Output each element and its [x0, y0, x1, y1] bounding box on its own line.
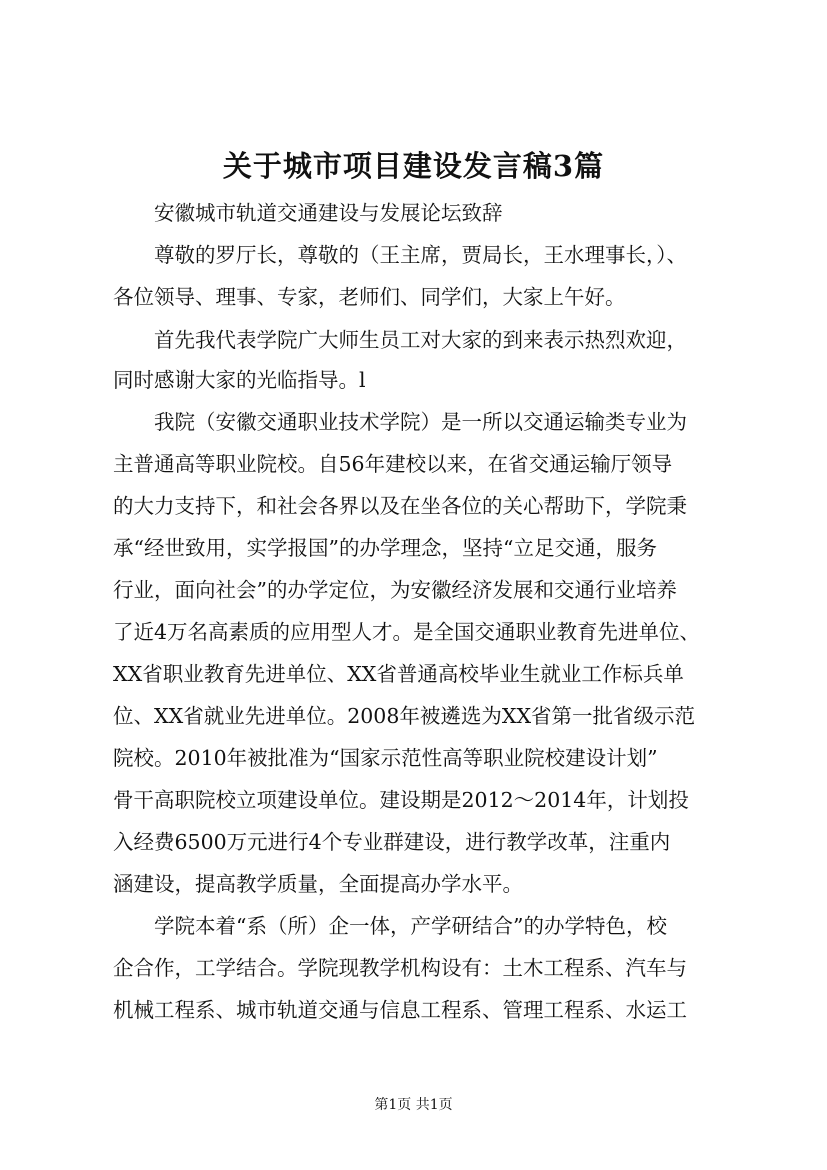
text-line: 院校。2010年被批准为“国家示范性高等职业院校建设计划” — [113, 746, 658, 770]
text-line: 同时感谢大家的光临指导。l — [113, 368, 366, 392]
page-footer: 第1页 共1页 — [374, 1097, 453, 1113]
text-line: 的大力支持下，和社会各界以及在坐各位的关心帮助下，学院秉 — [113, 494, 687, 518]
text-line: 承“经世致用，实学报国”的办学理念，坚持“立足交通，服务 — [113, 536, 657, 560]
text-line: 入经费6500万元进行4个专业群建设，进行教学改革，注重内 — [113, 830, 671, 854]
text-line: 我院（安徽交通职业技术学院）是一所以交通运输类专业为 — [113, 410, 687, 434]
text-line: 学院本着“系（所）企一体，产学研结合”的办学特色，校 — [113, 914, 667, 938]
text-line: 机械工程系、城市轨道交通与信息工程系、管理工程系、水运工 — [113, 998, 687, 1022]
text-line: 了近4万名高素质的应用型人才。是全国交通职业教育先进单位、 — [113, 620, 701, 644]
text-line: 企合作，工学结合。学院现教学机构设有：土木工程系、汽车与 — [113, 956, 687, 980]
text-line: 安徽城市轨道交通建设与发展论坛致辞 — [113, 201, 503, 225]
text-line: 各位领导、理事、专家，老师们、同学们，大家上午好。 — [113, 285, 626, 309]
text-line: 骨干高职院校立项建设单位。建设期是2012～2014年，计划投 — [113, 788, 689, 812]
text-line: 涵建设，提高教学质量，全面提高办学水平。 — [113, 872, 523, 896]
text-line: 行业，面向社会”的办学定位，为安徽经济发展和交通行业培养 — [113, 578, 677, 602]
text-line: 尊敬的罗厅长，尊敬的（王主席，贾局长，王水理事长，）、 — [113, 243, 687, 267]
text-line: 主普通高等职业院校。自56年建校以来，在省交通运输厅领导 — [113, 452, 673, 476]
document-title: 关于城市项目建设发言稿3篇 — [222, 149, 605, 183]
text-line: 位、XX省就业先进单位。2008年被遴选为XX省第一批省级示范 — [113, 704, 696, 728]
text-line: 首先我代表学院广大师生员工对大家的到来表示热烈欢迎， — [113, 328, 687, 352]
text-line: XX省职业教育先进单位、XX省普通高校毕业生就业工作标兵单 — [113, 662, 684, 686]
